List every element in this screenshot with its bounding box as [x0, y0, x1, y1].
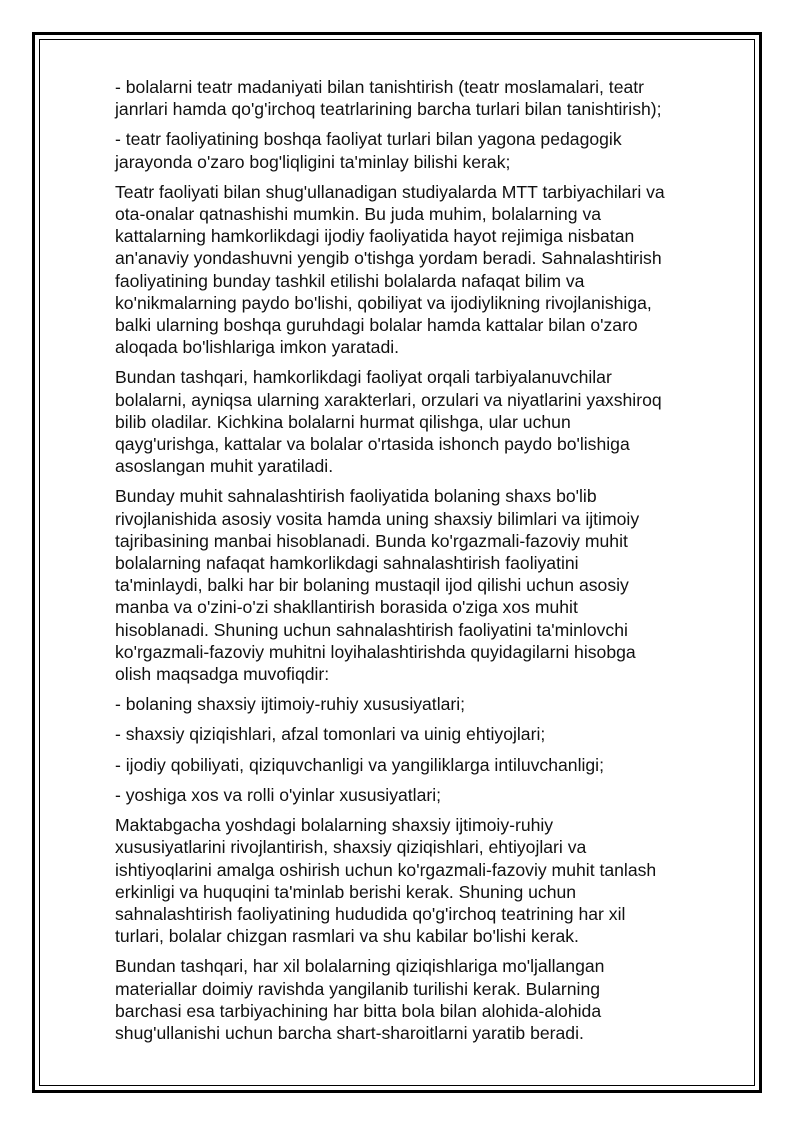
- list-item-interests: - shaxsiy qiziqishlari, afzal tomonlari va uinig ehtiyojlari;: [115, 724, 546, 745]
- list-item-psychological-traits: - bolaning shaxsiy ijtimoiy-ruhiy xususiyatlari;: [115, 694, 466, 715]
- paragraph-materials: Bundan tashqari, har xil bolalarning qiziqishlariga mo'ljallangan materiallar doimiy ravishda yangilanib turilishi kerak. Bularning barchasi esa tarbiyachining har bitta bola bilan alohida-alohida shug'ullanishi uchun barcha shart-sharoitlarni yaratib beradi.: [115, 956, 605, 1043]
- list-item-pedagogical-link: - teatr faoliyatining boshqa faoliyat turlari bilan yagona pedagogik jarayonda o'zaro bog'liqligini ta'minlay bilishi kerak;: [115, 129, 622, 172]
- paragraph-studios: Teatr faoliyati bilan shug'ullanadigan studiyalarda MTT tarbiyachilari va ota-onalar qatnashishi mumkin. Bu juda muhim, bolalarning va kattalarning hamkorlikdagi ijodiy faoliyatida hayot rejimiga nisbatan an'anaviy yondashuvni yengib o'tishga yordam beradi. Sahnalashtirish faoliyatining bunday tashkil etilishi bolalarda nafaqat bilim va ko'nikmalarning paydo bo'lishi, qobiliyat va ijodiylikning rivojlanishiga, balki ularning boshqa guruhdagi bolalar hamda kattalar bilan o'zaro aloqada bo'lishlariga imkon yaratadi.: [115, 181, 665, 358]
- paragraph-environment: Bunday muhit sahnalashtirish faoliyatida bolaning shaxs bo'lib rivojlanishida asosiy vosita hamda uning shaxsiy bilimlari va ijtimoiy tajribasining manbai hisoblanadi. Bunda ko'rgazmali-fazoviy muhit bolalarning nafaqat hamkorlikdagi sahnalashtirish faoliyatini ta'minlaydi, balki har bir bolaning mustaqil ijod qilishi uchun asosiy manba va o'zini-o'zi shakllantirish borasida o'ziga xos muhit hisoblanadi. Shuning uchun sahnalashtirish faoliyatini ta'minlovchi ko'rgazmali-fazoviy muhitni loyihalashtirishda quyidagilarni hisobga olish maqsadga muvofiqdir:: [115, 486, 640, 685]
- list-item-creativity: - ijodiy qobiliyati, qiziquvchanligi va yangiliklarga intiluvchanligi;: [115, 754, 604, 775]
- document-body: [115, 76, 715, 1052]
- list-item-role-games: - yoshiga xos va rolli o'yinlar xususiyatlari;: [115, 784, 442, 805]
- list-item-theatre-culture: - bolalarni teatr madaniyati bilan tanishtirish (teatr moslamalari, teatr janrlari hamda qo'g'irchoq teatrlarining barcha turlari bilan tanishtirish);: [115, 77, 662, 120]
- paragraph-preschool: Maktabgacha yoshdagi bolalarning shaxsiy ijtimoiy-ruhiy xususiyatlarini rivojlantirish, shaxsiy qiziqishlari, ehtiyojlari va ishtiyoqlarini amalga oshirish uchun ko'rgazmali-fazoviy muhit tanlash erkinligi va huquqini ta'minlab berishi kerak. Shuning uchun sahnalashtirish faoliyatining hududida qo'g'irchoq teatrining har xil turlari, bolalar chizgan rasmlari va shu kabilar bo'lishi kerak.: [115, 815, 657, 947]
- paragraph-cooperation: Bundan tashqari, hamkorlikdagi faoliyat orqali tarbiyalanuvchilar bolalarni, ayniqsa ularning xarakterlari, orzulari va niyatlarini yaxshiroq bilib oladilar. Kichkina bolalarni hurmat qilishga, ular uchun qayg'urishga, kattalar va bolalar o'rtasida ishonch paydo bo'lishiga asoslangan muhit yaratiladi.: [115, 367, 662, 477]
